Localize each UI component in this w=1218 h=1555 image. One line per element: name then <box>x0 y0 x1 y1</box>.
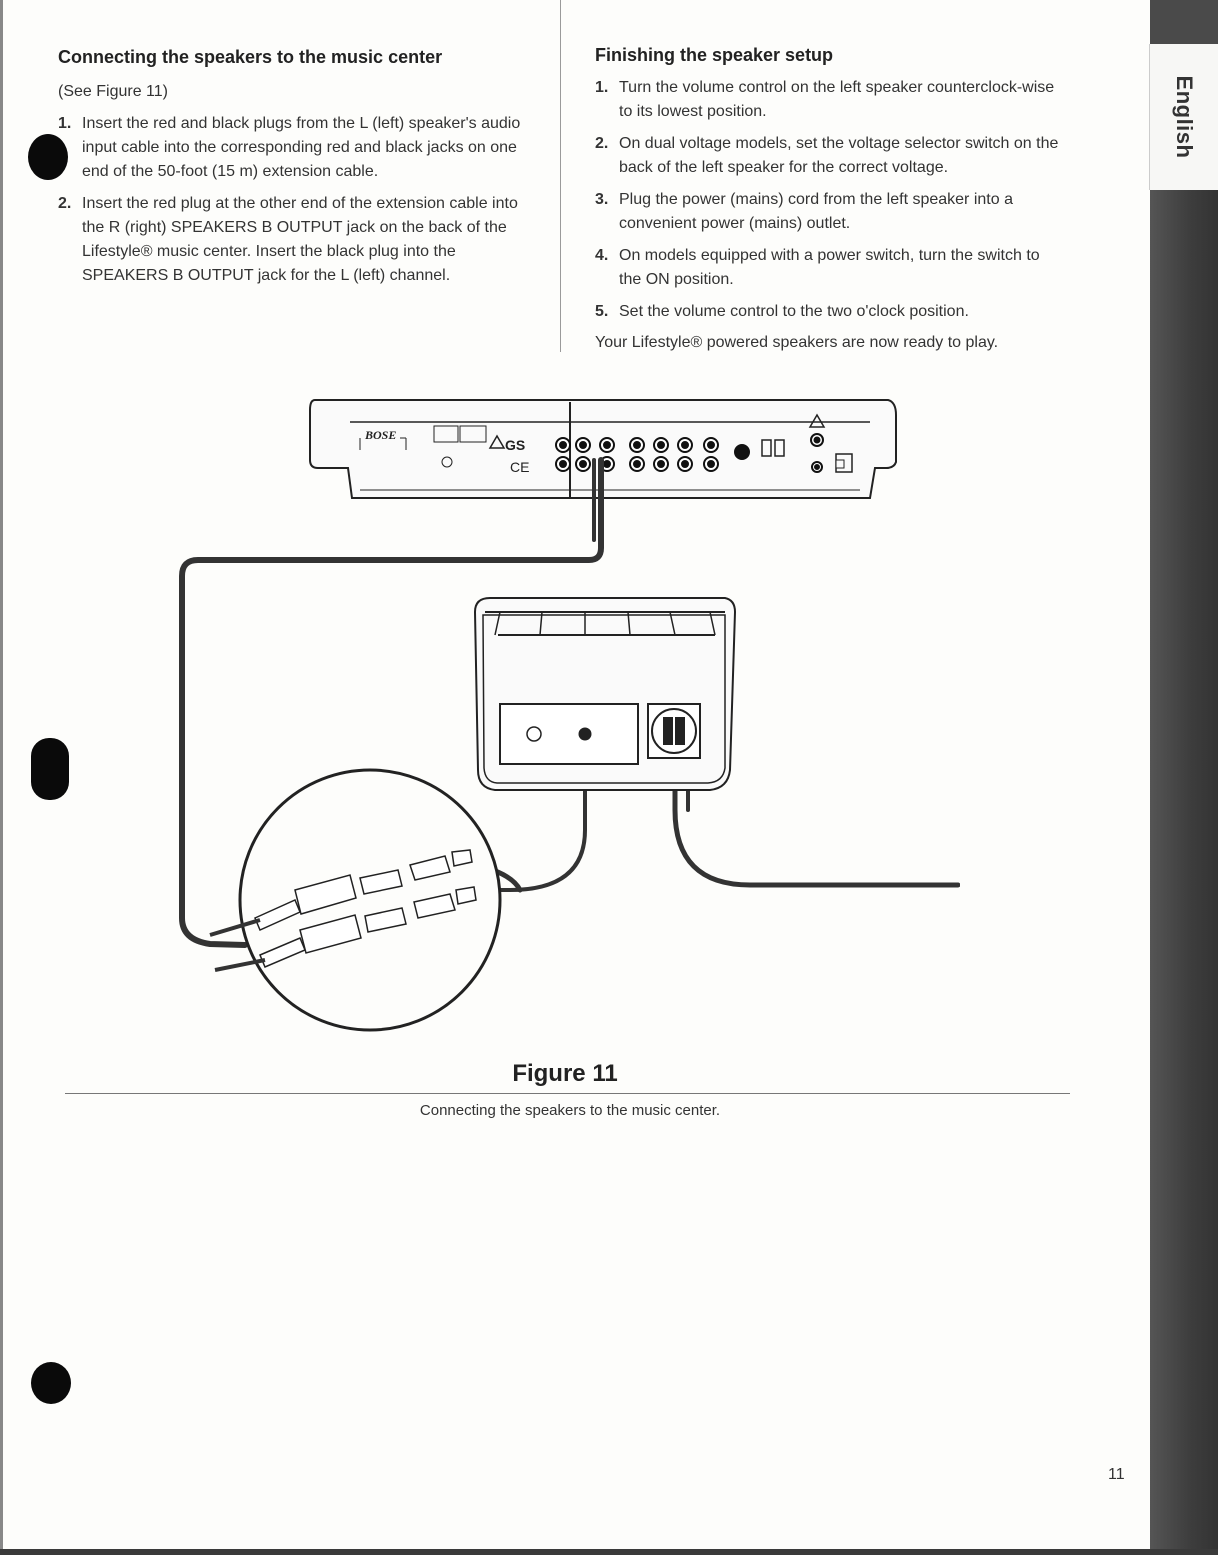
step-text: On dual voltage models, set the voltage selector switch on the back of the left speaker for the correct voltage. <box>619 135 1059 176</box>
connection-diagram <box>170 390 960 1040</box>
step-text: Plug the power (mains) cord from the left speaker into a convenient power (mains) outlet. <box>619 191 1013 232</box>
ce-mark-symbol: CE <box>510 459 530 475</box>
connector-closeup <box>210 770 500 1030</box>
finishing-step <box>595 132 1065 180</box>
section-heading-finishing: Finishing the speaker setup <box>595 45 834 65</box>
page-number: 11 <box>1108 1466 1125 1483</box>
side-bar-top <box>1150 0 1218 44</box>
step-text: Set the volume control to the two o'clock position. <box>619 303 969 320</box>
column-divider <box>560 0 561 352</box>
language-tab <box>1149 44 1218 190</box>
step-text: Turn the volume control on the left speaker counterclock-wise to its lowest position. <box>619 79 1055 120</box>
binder-hole-middle <box>31 738 69 800</box>
figure-title: Figure 11 <box>512 1060 618 1087</box>
finishing-steps <box>595 76 1065 332</box>
step-number: 1. <box>58 115 72 132</box>
binder-hole-bottom <box>31 1362 71 1404</box>
side-bar <box>1150 190 1218 1549</box>
step-number: 4. <box>595 247 609 264</box>
connecting-step <box>58 192 528 288</box>
speaker-back <box>475 598 735 790</box>
language-tab-label: English <box>1172 75 1197 159</box>
step-number: 1. <box>595 79 609 96</box>
connecting-steps <box>58 112 528 296</box>
step-text: On models equipped with a power switch, turn the switch to the ON position. <box>619 247 1040 288</box>
closing-note: Your Lifestyle® powered speakers are now ready to play. <box>595 334 999 351</box>
finishing-step <box>595 76 1065 124</box>
finishing-step <box>595 244 1065 292</box>
step-number: 2. <box>58 195 72 212</box>
step-text: Insert the red plug at the other end of the extension cable into the R (right) SPEAKERS B OUTPUT jack on the back of the Lifestyle® music center. Insert the black plug into the SPEAKERS B OUTPUT jack for the L (left) channel. <box>82 195 518 284</box>
step-text: Insert the red and black plugs from the L (left) speaker's audio input cable into the corresponding red and black jacks on one end of the 50-foot (15 m) extension cable. <box>82 115 521 180</box>
section-heading-connecting: Connecting the speakers to the music center <box>58 47 443 67</box>
page-left-edge <box>0 0 3 1555</box>
bose-logo: BOSE <box>365 428 397 442</box>
figure-caption: Connecting the speakers to the music center. <box>419 1102 721 1119</box>
figure-reference: (See Figure 11) <box>58 83 168 100</box>
finishing-step <box>595 300 1065 324</box>
figure-rule <box>65 1093 1070 1094</box>
finishing-step <box>595 188 1065 236</box>
page-bottom-edge <box>0 1549 1218 1555</box>
gs-mark-symbol: GS <box>505 437 526 453</box>
connecting-step <box>58 112 528 184</box>
step-number: 3. <box>595 191 609 208</box>
step-number: 2. <box>595 135 609 152</box>
step-number: 5. <box>595 303 609 320</box>
